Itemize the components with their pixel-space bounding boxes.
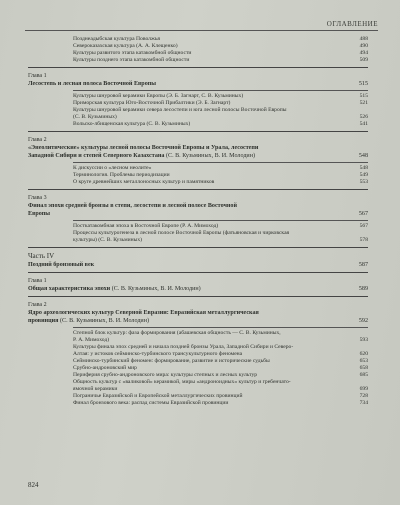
section-divider — [28, 247, 368, 248]
chapter-title-cont: провинция (С. В. Кузьминых, В. И. Молодин) 592 — [28, 318, 368, 324]
sub-divider — [73, 90, 368, 91]
toc-entry: Культуры финала эпох средней и начала поздней бронзы Урала, Западной Сибири и Северо- — [73, 344, 294, 350]
toc-entry: Алтая: у истоков сейминско-турбинского трансукультурного феномена 620 — [73, 351, 368, 357]
chapter-2 — [28, 136, 368, 186]
chapter-title-cont: Европы 567 — [28, 211, 368, 217]
toc-entry: Вольско-лбищенская культура (С. В. Кузьминых) 541 — [73, 121, 368, 127]
toc-entry: К дискуссии о «лесном неолите» 548 — [73, 165, 368, 171]
toc-entry: О круге древнейших металлоносных культур и памятников 553 — [73, 179, 368, 185]
chapter-title-cont: Западной Сибири и степей Северного Казахстана (С. В. Кузьминых, В. И. Молодин) 548 — [28, 153, 368, 159]
sub-divider — [73, 220, 368, 221]
toc-entry: Культуры шнуровой керамики севера лесостепи и юга лесной полосы Восточной Европы — [73, 107, 287, 113]
chapter-4-1 — [28, 277, 368, 293]
chapter-label: Глава 2 — [28, 137, 47, 143]
toc-entry: Периферия срубно-андроновского мира: культуры степных и лесных культур 685 — [73, 372, 368, 378]
toc-entry: Терминология. Проблемы периодизации 549 — [73, 172, 368, 178]
part-4 — [28, 252, 368, 269]
sub-divider — [73, 327, 368, 328]
table-of-contents — [28, 36, 368, 407]
toc-entry: Степной блок культур: фаза формирования (абашевская общность — С. В. Кузьминых, — [73, 330, 281, 336]
chapter-1 — [28, 72, 368, 128]
chapter-title: Ядро археологических культур Северной Евразии: Евразийская металлургическая — [28, 310, 259, 316]
toc-entry: Процессы культурогенеза в лесной полосе Восточной Европы (фатьяновская и чирковская — [73, 230, 290, 236]
section-divider — [28, 67, 368, 68]
chapter-label: Глава 2 — [28, 302, 47, 308]
toc-entry: Финал бронзового века: распад системы Евразийской провинции 734 — [73, 400, 368, 406]
toc-entry: Общность культур с «валиковой» керамикой, миры «андроноидных» культур и гребенчато- — [73, 379, 291, 385]
chapter-label: Глава 3 — [28, 195, 47, 201]
chapter-label: Глава 1 — [28, 73, 47, 79]
sub-divider — [73, 162, 368, 163]
part-title: Поздний бронзовый век 587 — [28, 262, 368, 268]
section-divider — [28, 131, 368, 132]
page-number: 824 — [28, 481, 39, 489]
chapter-title: Лесостепь и лесная полоса Восточной Европы 515 — [28, 81, 368, 87]
section-divider — [28, 189, 368, 190]
chapter-4-2 — [28, 301, 368, 407]
toc-entry: Североказахская культура (А. А. Клещенко) 490 — [73, 43, 368, 49]
header-rule — [25, 30, 378, 31]
toc-entry: Культуры шнуровой керамики Европы (Э. Б. Загнарт, С. В. Кузьминых) 515 — [73, 93, 368, 99]
toc-entry: ямочной керамики 699 — [73, 386, 368, 392]
toc-entry: Культуры позднего этапа катакомбной общности 509 — [73, 57, 368, 63]
section-divider — [28, 272, 368, 273]
chapter-title: Финал эпохи средней бронзы в степи, лесостепи и лесной полосе Восточной — [28, 203, 237, 209]
toc-entry: (С. В. Кузьминых) 526 — [73, 114, 368, 120]
toc-entry: Сейминско-турбинский феномен: формирование, развитие и исторические судьбы 653 — [73, 358, 368, 364]
chapter-label: Глава 1 — [28, 278, 47, 284]
toc-entry: Культуры развитого этапа катакомбной общности 494 — [73, 50, 368, 56]
toc-entry: Позднеадыбская культура Поволжья 488 — [73, 36, 368, 42]
running-header: ОГЛАВЛЕНИЕ — [326, 20, 378, 28]
toc-entry: Пограничье Евразийской и Европейской металлургических провинций 728 — [73, 393, 368, 399]
toc-entry: Срубно-андроновский мир 658 — [73, 365, 368, 371]
part-label: Часть IV — [28, 252, 55, 260]
toc-entry: Посткатакомбная эпоха в Восточной Европе (Р. А. Мимоход) 567 — [73, 223, 368, 229]
chapter-3 — [28, 194, 368, 244]
section-divider — [28, 296, 368, 297]
chapter-title: «Энеолитические» культуры лесной полосы Восточной Европы и Урала, лесостепи — [28, 145, 259, 151]
chapter-title: Общая характеристика эпохи (С. В. Кузьминых, В. И. Молодин) 589 — [28, 286, 368, 292]
top-entries — [28, 36, 368, 64]
toc-entry: Приморская культура Юго-Восточной Прибалтики (Э. Б. Загнарт) 521 — [73, 100, 368, 106]
toc-entry: культуры) (С. В. Кузьминых) 578 — [73, 237, 368, 243]
toc-entry: Р. А. Мимоход) 593 — [73, 337, 368, 343]
